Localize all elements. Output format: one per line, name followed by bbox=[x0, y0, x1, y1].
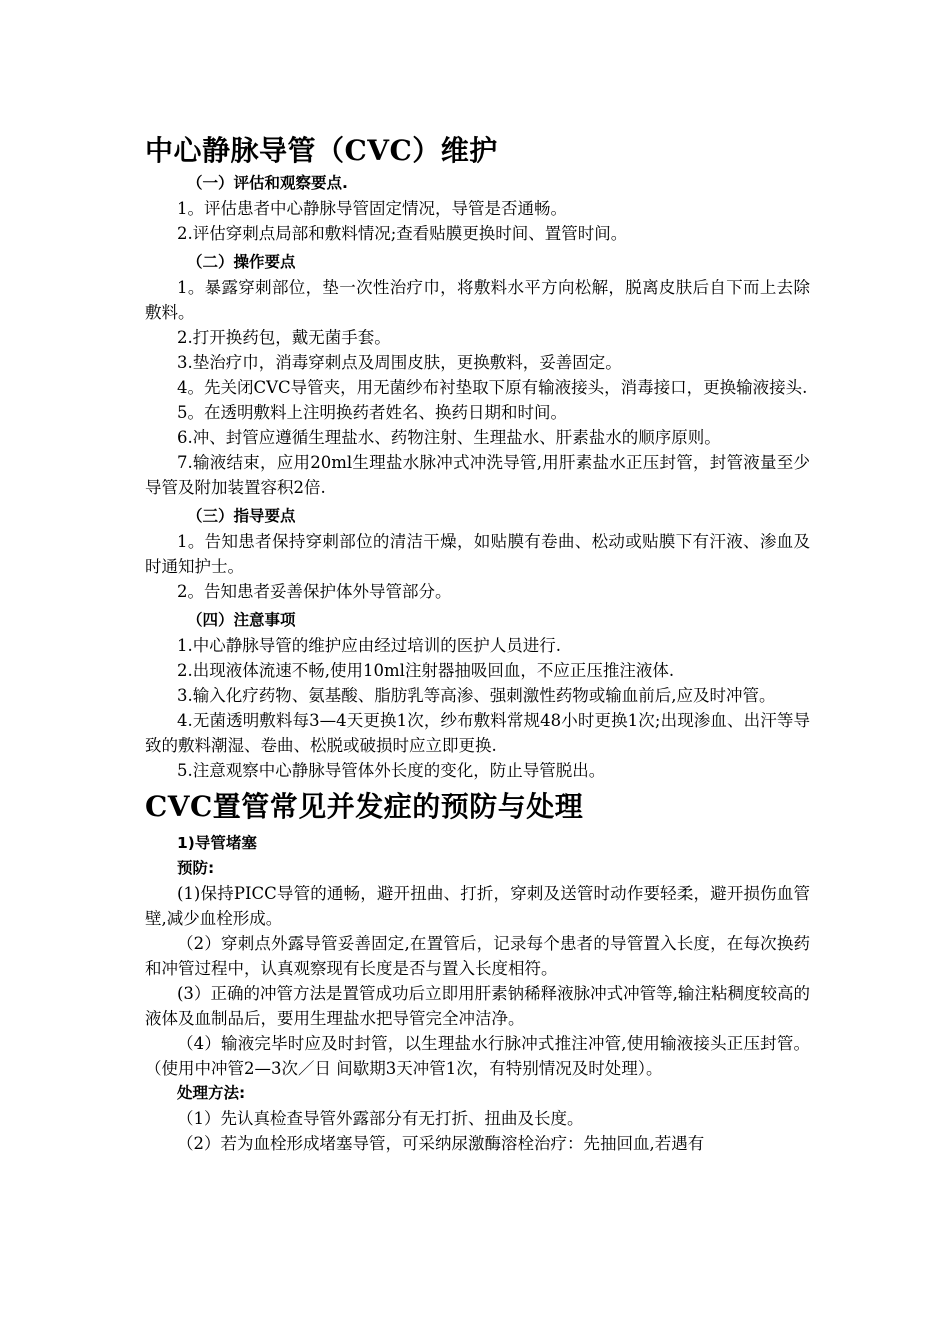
subsection-heading: （一）评估和观察要点. bbox=[187, 174, 348, 192]
list-item: 2.评估穿刺点局部和敷料情况;查看贴膜更换时间、置管时间。 bbox=[177, 224, 628, 243]
list-item: 1。暴露穿刺部位，垫一次性治疗巾，将敷料水平方向松解，脱离皮肤后自下而上去除敷料。 bbox=[145, 278, 810, 322]
list-item: 1.中心静脉导管的维护应由经过培训的医护人员进行. bbox=[177, 636, 561, 655]
list-item: 2.打开换药包，戴无菌手套。 bbox=[177, 328, 391, 347]
complication-heading: 1)导管堵塞 bbox=[177, 834, 257, 852]
prevention-item: (1)保持PICC导管的通畅，避开扭曲、打折，穿刺及送管时动作要轻柔，避开损伤血管壁,减少血栓形成。 bbox=[145, 884, 810, 928]
list-item: 4。先关闭CVC导管夹，用无菌纱布衬垫取下原有输液接头，消毒接口，更换输液接头. bbox=[177, 378, 808, 397]
list-item: 5。在透明敷料上注明换药者姓名、换药日期和时间。 bbox=[177, 403, 567, 422]
list-item: 5.注意观察中心静脉导管体外长度的变化，防止导管脱出。 bbox=[177, 761, 606, 780]
subsection-heading: （四）注意事项 bbox=[187, 611, 296, 629]
treatment-item: （1）先认真检查导管外露部分有无打折、扭曲及长度。 bbox=[177, 1109, 584, 1128]
section2-title: CVC置管常见并发症的预防与处理 bbox=[145, 790, 584, 823]
list-item: 4.无菌透明敷料每3—4天更换1次，纱布敷料常规48小时更换1次;出现渗血、出汗等导致的敷料潮湿、卷曲、松脱或破损时应立即更换. bbox=[145, 711, 810, 755]
list-item: 2。告知患者妥善保护体外导管部分。 bbox=[177, 582, 452, 601]
subsection-heading: （三）指导要点 bbox=[187, 507, 296, 525]
list-item: 7.输液结束，应用20ml生理盐水脉冲式冲洗导管,用肝素盐水正压封管，封管液量至少导管及附加装置容积2倍. bbox=[145, 453, 810, 497]
subsection-assessment bbox=[145, 171, 810, 246]
section1-title: 中心静脉导管（CVC）维护 bbox=[145, 134, 498, 167]
subsection-precautions bbox=[145, 608, 810, 783]
treatment-label: 处理方法: bbox=[177, 1084, 246, 1102]
list-item: 3.输入化疗药物、氨基酸、脂肪乳等高渗、强刺激性药物或输血前后,应及时冲管。 bbox=[177, 686, 776, 705]
subsection-guidance bbox=[145, 504, 810, 604]
treatment-item: （2）若为血栓形成堵塞导管，可采纳尿激酶溶栓治疗：先抽回血,若遇有 bbox=[177, 1134, 705, 1153]
list-item: 1。告知患者保持穿刺部位的清洁干燥，如贴膜有卷曲、松动或贴膜下有汗液、渗血及时通知护士。 bbox=[145, 532, 810, 576]
document-content bbox=[145, 131, 810, 1156]
subsection-operation bbox=[145, 250, 810, 500]
list-item: 1。评估患者中心静脉导管固定情况，导管是否通畅。 bbox=[177, 199, 567, 218]
list-item: 6.冲、封管应遵循生理盐水、药物注射、生理盐水、肝素盐水的顺序原则。 bbox=[177, 428, 721, 447]
prevention-item: （2）穿刺点外露导管妥善固定,在置管后，记录每个患者的导管置入长度，在每次换药和冲管过程中，认真观察现有长度是否与置入长度相符。 bbox=[145, 934, 810, 978]
complications-section bbox=[145, 831, 810, 1156]
prevention-item: (3）正确的冲管方法是置管成功后立即用肝素钠稀释液脉冲式冲管等,输注粘稠度较高的液体及血制品后，要用生理盐水把导管完全冲洁净。 bbox=[145, 984, 810, 1028]
list-item: 2.出现液体流速不畅,使用10ml注射器抽吸回血，不应正压推注液体. bbox=[177, 661, 675, 680]
list-item: 3.垫治疗巾，消毒穿刺点及周围皮肤，更换敷料，妥善固定。 bbox=[177, 353, 622, 372]
prevention-item: （4）输液完毕时应及时封管，以生理盐水行脉冲式推注冲管,使用输液接头正压封管。（使用中冲管2—3次／日 间歇期3天冲管1次，有特别情况及时处理）。 bbox=[145, 1034, 810, 1078]
subsection-heading: （二）操作要点 bbox=[187, 253, 296, 271]
prevention-label: 预防: bbox=[177, 859, 215, 877]
